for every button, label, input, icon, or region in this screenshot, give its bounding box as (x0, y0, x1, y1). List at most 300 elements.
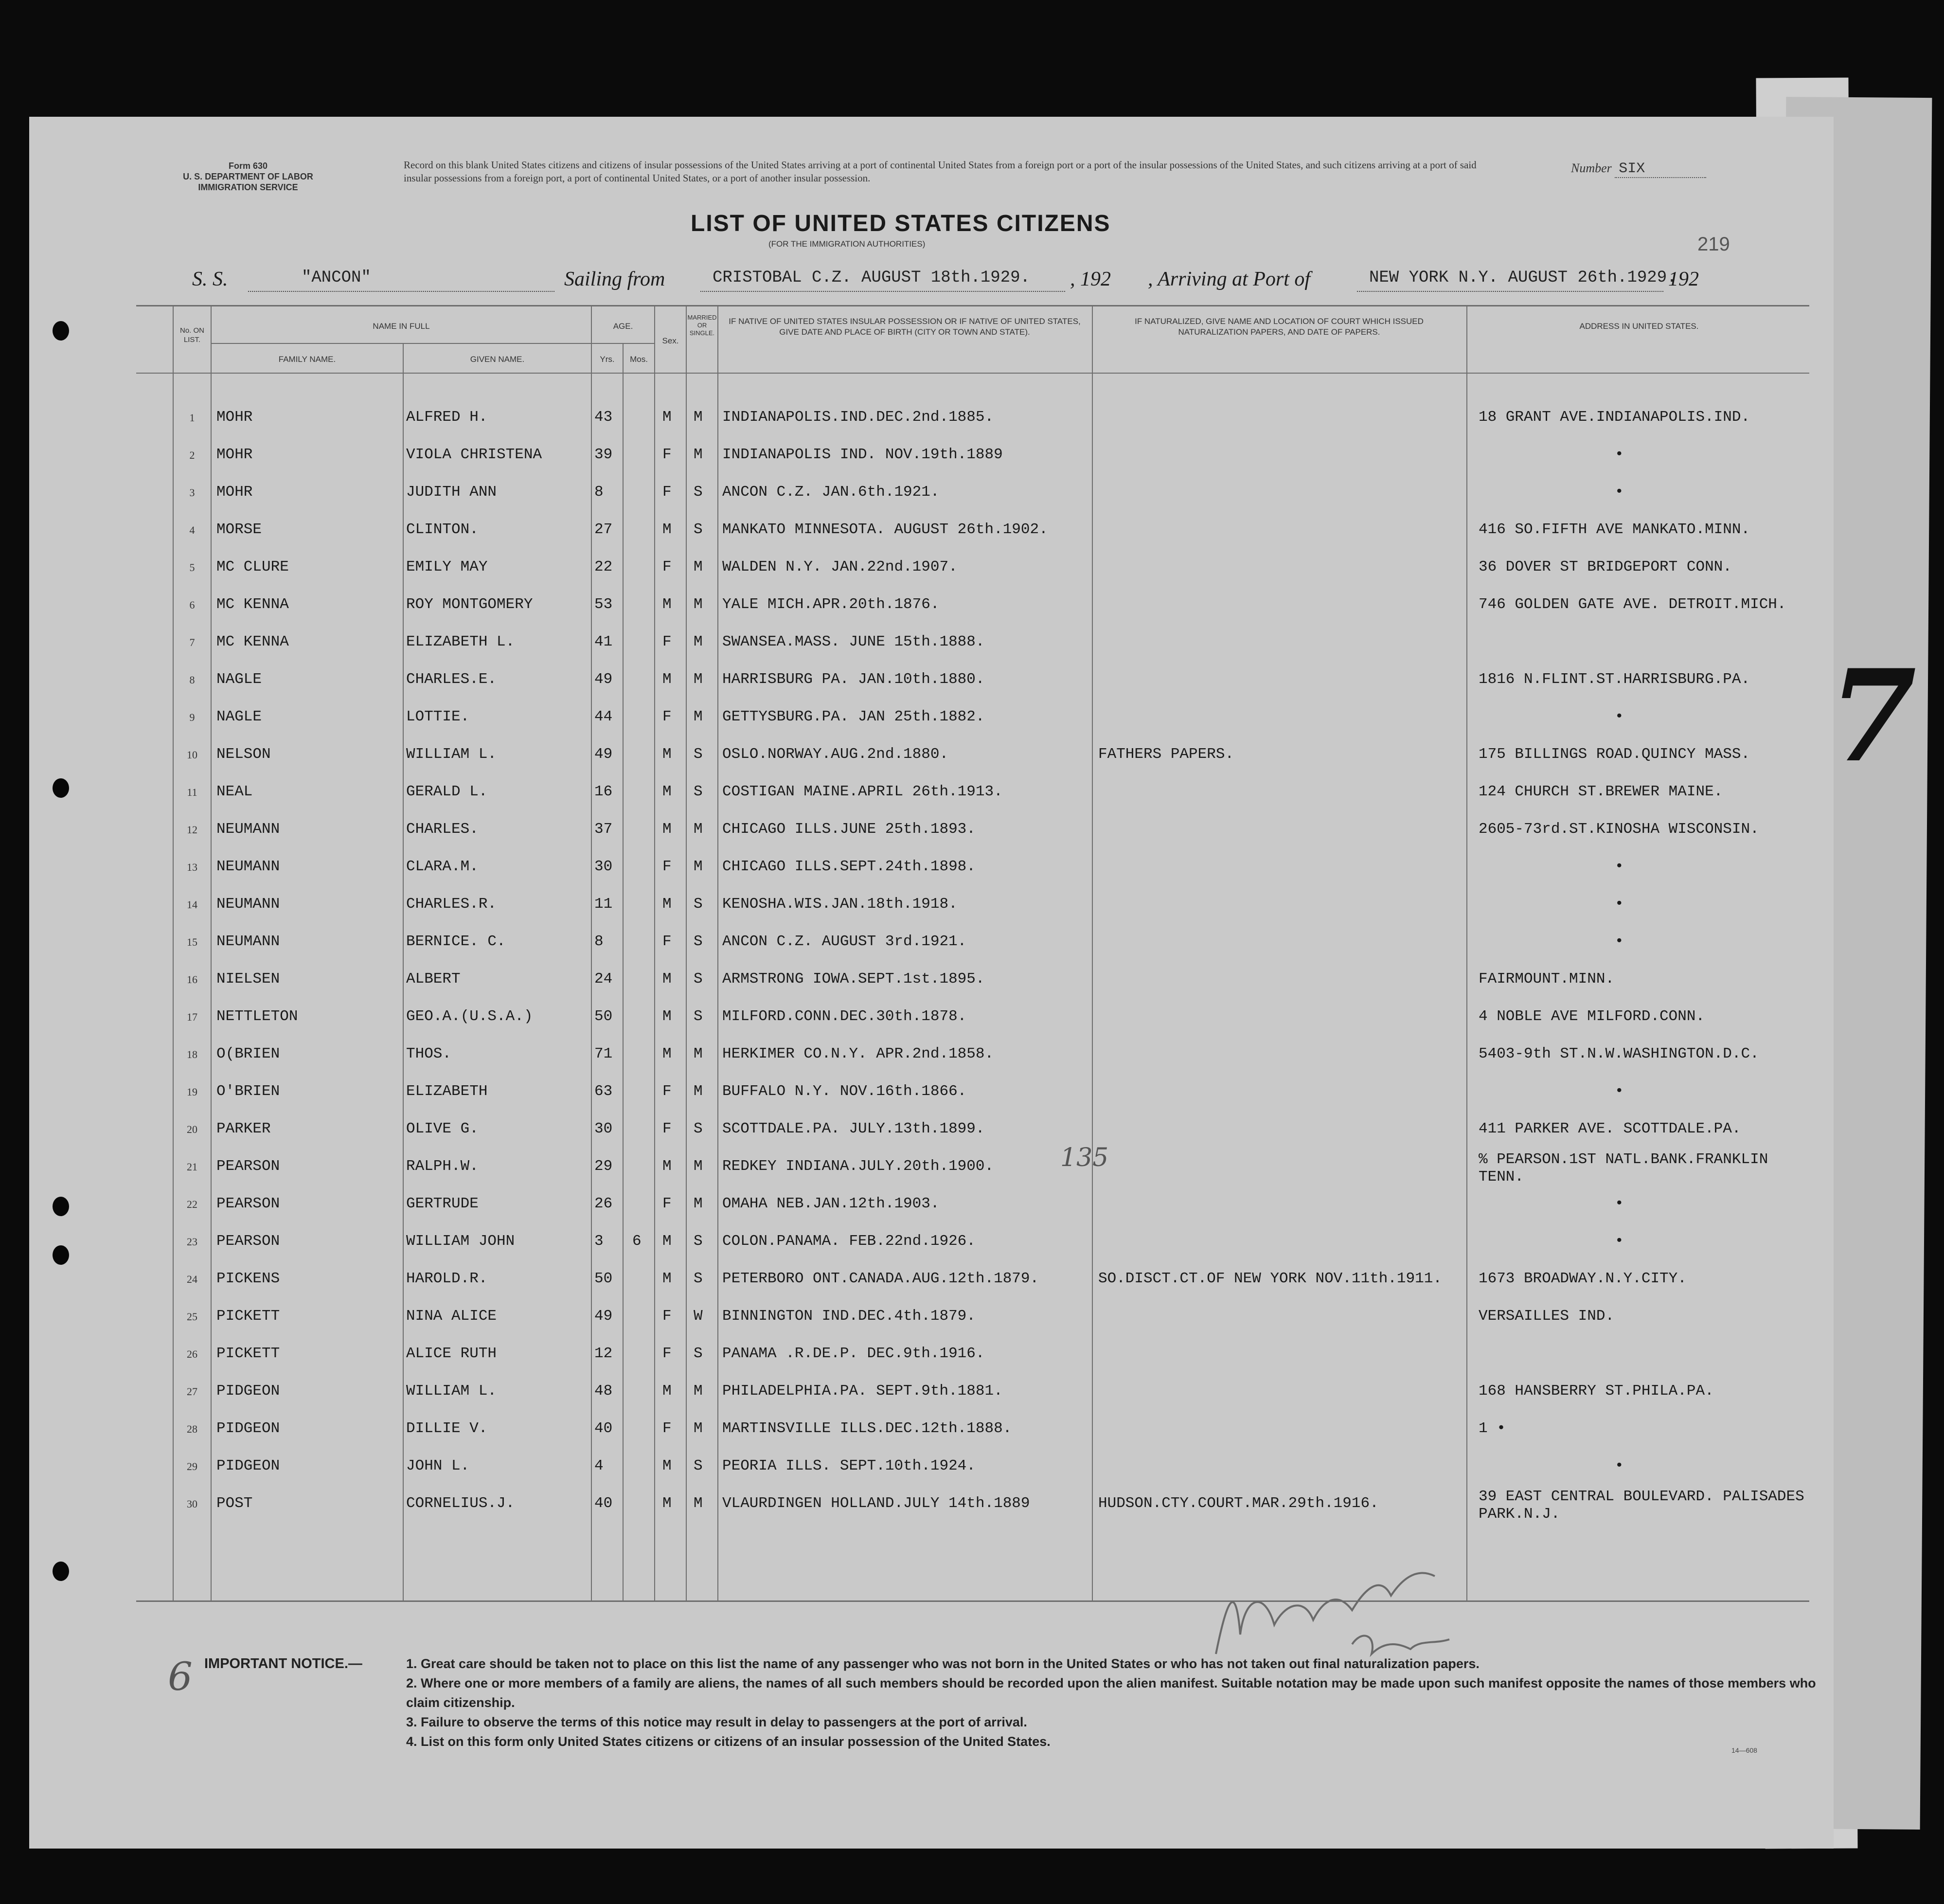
year-suffix: , 192 (1070, 268, 1111, 290)
row-number: 1 (189, 412, 195, 424)
age-years: 4 (594, 1457, 604, 1474)
family-name: PIDGEON (216, 1457, 280, 1474)
sex: M (662, 746, 672, 763)
header-address: ADDRESS IN UNITED STATES. (1579, 322, 1699, 331)
header-married: MARRIED OR SINGLE. (687, 314, 717, 337)
header-no-on-list: No. ON LIST. (179, 326, 204, 344)
punch-hole (53, 1562, 69, 1581)
sex: M (662, 1158, 672, 1175)
sex: M (662, 1495, 672, 1512)
row-number: 5 (189, 561, 195, 574)
marital-status: M (694, 708, 703, 725)
age-years: 30 (594, 1120, 613, 1137)
marital-status: S (694, 896, 703, 913)
marital-status: M (694, 446, 703, 463)
us-address: 18 GRANT AVE.INDIANAPOLIS.IND. (1479, 409, 1750, 426)
given-name: GEO.A.(U.S.A.) (406, 1008, 533, 1025)
family-name: PICKETT (216, 1345, 280, 1362)
age-years: 12 (594, 1345, 613, 1362)
given-name: RALPH.W. (406, 1158, 479, 1175)
sex: M (662, 409, 672, 426)
age-years: 49 (594, 671, 613, 688)
header-given-name: GIVEN NAME. (470, 355, 525, 364)
age-years: 40 (594, 1495, 613, 1512)
given-name: CLINTON. (406, 521, 479, 538)
marital-status: S (694, 521, 703, 538)
given-name: ALICE RUTH (406, 1345, 497, 1362)
given-name: BERNICE. C. (406, 933, 506, 950)
us-address: 1 • (1479, 1420, 1506, 1437)
birth-place-date: INDIANAPOLIS.IND.DEC.2nd.1885. (722, 409, 994, 426)
birth-place-date: SCOTTDALE.PA. JULY.13th.1899. (722, 1120, 985, 1137)
marital-status: S (694, 1270, 703, 1287)
us-address: 746 GOLDEN GATE AVE. DETROIT.MICH. (1479, 596, 1786, 613)
row-number: 28 (187, 1423, 197, 1435)
sex: F (662, 933, 672, 950)
given-name: OLIVE G. (406, 1120, 479, 1137)
row-number: 20 (187, 1123, 197, 1135)
age-years: 53 (594, 596, 613, 613)
family-name: O'BRIEN (216, 1083, 280, 1100)
given-name: ROY MONTGOMERY (406, 596, 533, 613)
notice-item: 4. List on this form only United States citizens or citizens of an insular possession of the United States. (406, 1734, 1051, 1749)
birth-place-date: ANCON C.Z. JAN.6th.1921. (722, 484, 940, 501)
family-name: MC KENNA (216, 596, 289, 613)
family-name: PICKENS (216, 1270, 280, 1287)
birth-place-date: COLON.PANAMA. FEB.22nd.1926. (722, 1233, 976, 1250)
family-name: NEUMANN (216, 821, 280, 838)
given-name: ALFRED H. (406, 409, 488, 426)
sex: M (662, 1045, 672, 1062)
given-name: CORNELIUS.J. (406, 1495, 515, 1512)
department-name: U. S. DEPARTMENT OF LABOR (183, 172, 313, 181)
sex: M (662, 1457, 672, 1474)
given-name: CHARLES.E. (406, 671, 497, 688)
age-years: 8 (594, 484, 604, 501)
age-years: 26 (594, 1195, 613, 1212)
marital-status: S (694, 933, 703, 950)
age-years: 3 (594, 1233, 604, 1250)
marital-status: M (694, 821, 703, 838)
birth-place-date: BINNINGTON IND.DEC.4th.1879. (722, 1308, 976, 1325)
header-naturalization: IF NATURALIZED, GIVE NAME AND LOCATION OF COURT WHICH ISSUED NATURALIZATION PAPERS, AND DATE OF PAPERS. (1135, 317, 1424, 337)
sex: M (662, 596, 672, 613)
table-bottom-rule (136, 1600, 1809, 1602)
birth-place-date: GETTYSBURG.PA. JAN 25th.1882. (722, 708, 985, 725)
ss-label: S. S. (192, 268, 228, 290)
naturalization-court: SO.DISCT.CT.OF NEW YORK NOV.11th.1911. (1098, 1270, 1442, 1287)
margin-number: 6 (168, 1654, 193, 1699)
sex: M (662, 970, 672, 988)
sex: F (662, 708, 672, 725)
punch-hole (53, 778, 69, 798)
marital-status: S (694, 970, 703, 988)
age-years: 11 (594, 896, 613, 913)
age-years: 63 (594, 1083, 613, 1100)
given-name: CHARLES.R. (406, 896, 497, 913)
ship-underline (248, 291, 554, 292)
sex: M (662, 783, 672, 800)
birth-place-date: HARRISBURG PA. JAN.10th.1880. (722, 671, 985, 688)
column-rule (1466, 305, 1467, 1601)
record-instructions: Record on this blank United States citizens and citizens of insular possessions of the United States arriving at a port of continental United States from a foreign port or a port of the insular possessions of the United States, and such citizens arriving at a port of said insular possessions from a foreign port, a port of continental United States, or a port of another insular possession. (404, 159, 1477, 184)
us-address: • (1615, 1457, 1624, 1474)
marital-status: M (694, 409, 703, 426)
given-name: GERTRUDE (406, 1195, 479, 1212)
sex: M (662, 1008, 672, 1025)
form-identifier (146, 161, 350, 193)
sex: M (662, 1383, 672, 1400)
arriving-port: NEW YORK N.Y. AUGUST 26th.1929. (1369, 269, 1677, 287)
punch-hole (53, 1245, 69, 1265)
given-name: LOTTIE. (406, 708, 470, 725)
column-rule (623, 343, 624, 1601)
birth-place-date: CHICAGO ILLS.SEPT.24th.1898. (722, 858, 976, 875)
column-rule (1092, 305, 1093, 1601)
age-years: 22 (594, 558, 613, 575)
us-address: VERSAILLES IND. (1479, 1308, 1615, 1325)
marital-status: M (694, 1158, 703, 1175)
marital-status: S (694, 1233, 703, 1250)
family-name: PEARSON (216, 1195, 280, 1212)
header-birth: IF NATIVE OF UNITED STATES INSULAR POSSESSION OR IF NATIVE OF UNITED STATES, GIVE DATE AND PLACE OF BIRTH (CITY OR TOWN AND STATE). (729, 317, 1081, 337)
marital-status: M (694, 1383, 703, 1400)
marital-status: S (694, 746, 703, 763)
row-number: 4 (189, 524, 195, 536)
age-years: 49 (594, 1308, 613, 1325)
birth-place-date: HERKIMER CO.N.Y. APR.2nd.1858. (722, 1045, 994, 1062)
column-rule (591, 305, 592, 1601)
list-number (1571, 161, 1706, 178)
sex: F (662, 446, 672, 463)
row-number: 11 (187, 786, 197, 798)
stamp-number: 135 (1060, 1143, 1109, 1172)
family-name: NEUMANN (216, 896, 280, 913)
family-name: NAGLE (216, 671, 262, 688)
sex: F (662, 1083, 672, 1100)
marital-status: S (694, 1008, 703, 1025)
age-years: 16 (594, 783, 613, 800)
family-name: O(BRIEN (216, 1045, 280, 1062)
sex: F (662, 633, 672, 650)
marital-status: S (694, 1120, 703, 1137)
age-years: 29 (594, 1158, 613, 1175)
row-number: 26 (187, 1348, 197, 1360)
birth-place-date: PEORIA ILLS. SEPT.10th.1924. (722, 1457, 976, 1474)
us-address: • (1615, 896, 1624, 913)
family-name: MC KENNA (216, 633, 289, 650)
age-years: 30 (594, 858, 613, 875)
row-number: 18 (187, 1048, 197, 1060)
row-number: 8 (189, 674, 195, 686)
family-name: PARKER (216, 1120, 271, 1137)
service-name: IMMIGRATION SERVICE (198, 182, 298, 192)
birth-place-date: OMAHA NEB.JAN.12th.1903. (722, 1195, 940, 1212)
birth-place-date: COSTIGAN MAINE.APRIL 26th.1913. (722, 783, 1003, 800)
age-years: 27 (594, 521, 613, 538)
column-rule (654, 305, 655, 1601)
sex: M (662, 1270, 672, 1287)
us-address: 175 BILLINGS ROAD.QUINCY MASS. (1479, 746, 1750, 763)
birth-place-date: PHILADELPHIA.PA. SEPT.9th.1881. (722, 1383, 1003, 1400)
marital-status: M (694, 1045, 703, 1062)
page-title: LIST OF UNITED STATES CITIZENS (691, 211, 1111, 236)
family-name: NELSON (216, 746, 271, 763)
us-address: 168 HANSBERRY ST.PHILA.PA. (1479, 1383, 1714, 1400)
us-address: • (1615, 1195, 1624, 1212)
header-name-in-full: NAME IN FULL (373, 322, 430, 331)
given-name: CHARLES. (406, 821, 479, 838)
sex: F (662, 1420, 672, 1437)
birth-place-date: MARTINSVILLE ILLS.DEC.12th.1888. (722, 1420, 1012, 1437)
sex: F (662, 1345, 672, 1362)
given-name: THOS. (406, 1045, 452, 1062)
us-address: • (1615, 1233, 1624, 1250)
sailing-label: Sailing from (564, 268, 665, 290)
header-family-name: FAMILY NAME. (278, 355, 336, 364)
us-address: • (1615, 708, 1624, 725)
marital-status: M (694, 1195, 703, 1212)
given-name: DILLIE V. (406, 1420, 488, 1437)
birth-place-date: BUFFALO N.Y. NOV.16th.1866. (722, 1083, 967, 1100)
row-number: 17 (187, 1011, 197, 1023)
row-number: 27 (187, 1385, 197, 1398)
column-rule (403, 343, 404, 1601)
family-name: MC CLURE (216, 558, 289, 575)
age-years: 43 (594, 409, 613, 426)
header-age: AGE. (613, 322, 633, 331)
row-number: 23 (187, 1236, 197, 1248)
family-name: PIDGEON (216, 1420, 280, 1437)
year-suffix: 192 (1668, 268, 1699, 290)
age-years: 39 (594, 446, 613, 463)
us-address: • (1615, 484, 1624, 501)
column-rule (717, 305, 718, 1601)
sex: F (662, 1195, 672, 1212)
us-address: 1816 N.FLINT.ST.HARRISBURG.PA. (1479, 671, 1750, 688)
sailing-from: CRISTOBAL C.Z. AUGUST 18th.1929. (713, 269, 1030, 287)
row-number: 15 (187, 936, 197, 948)
sailing-underline (700, 291, 1065, 292)
family-name: MOHR (216, 446, 253, 463)
row-number: 24 (187, 1273, 197, 1285)
given-name: ELIZABETH (406, 1083, 488, 1100)
arriving-underline (1357, 291, 1663, 292)
header-rule (136, 373, 1809, 374)
given-name: WILLIAM L. (406, 1383, 497, 1400)
marital-status: M (694, 1420, 703, 1437)
column-rule (211, 305, 212, 1601)
form-code: 14—608 (1731, 1746, 1757, 1754)
ship-name: "ANCON" (302, 269, 371, 287)
sex: F (662, 484, 672, 501)
birth-place-date: MANKATO MINNESOTA. AUGUST 26th.1902. (722, 521, 1048, 538)
row-number: 10 (187, 749, 197, 761)
family-name: POST (216, 1495, 253, 1512)
header-yrs: Yrs. (600, 355, 615, 364)
age-years: 49 (594, 746, 613, 763)
us-address: • (1615, 1083, 1624, 1100)
birth-place-date: YALE MICH.APR.20th.1876. (722, 596, 940, 613)
arriving-label: , Arriving at Port of (1148, 268, 1311, 290)
birth-place-date: KENOSHA.WIS.JAN.18th.1918. (722, 896, 958, 913)
page-number: 219 (1697, 234, 1730, 255)
punch-hole (53, 321, 69, 341)
marital-status: M (694, 633, 703, 650)
family-name: NETTLETON (216, 1008, 298, 1025)
given-name: GERALD L. (406, 783, 488, 800)
marital-status: S (694, 783, 703, 800)
marital-status: M (694, 671, 703, 688)
us-address: 411 PARKER AVE. SCOTTDALE.PA. (1479, 1120, 1741, 1137)
margin-number: 7 (1829, 642, 1917, 790)
given-name: WILLIAM JOHN (406, 1233, 515, 1250)
sex: F (662, 1120, 672, 1137)
birth-place-date: WALDEN N.Y. JAN.22nd.1907. (722, 558, 958, 575)
us-address: 39 EAST CENTRAL BOULEVARD. PALISADES PARK.N.J. (1479, 1488, 1804, 1523)
marital-status: S (694, 484, 703, 501)
naturalization-court: FATHERS PAPERS. (1098, 746, 1234, 763)
header-mos: Mos. (630, 355, 648, 364)
given-name: CLARA.M. (406, 858, 479, 875)
column-rule (686, 305, 687, 1601)
given-name: ALBERT (406, 970, 461, 988)
sex: M (662, 1233, 672, 1250)
marital-status: M (694, 1495, 703, 1512)
age-months: 6 (632, 1233, 642, 1250)
family-name: NEUMANN (216, 858, 280, 875)
marital-status: S (694, 1345, 703, 1362)
us-address: 1673 BROADWAY.N.Y.CITY. (1479, 1270, 1687, 1287)
family-name: MOHR (216, 409, 253, 426)
family-name: PIDGEON (216, 1383, 280, 1400)
age-years: 40 (594, 1420, 613, 1437)
family-name: MOHR (216, 484, 253, 501)
age-years: 48 (594, 1383, 613, 1400)
age-years: 50 (594, 1270, 613, 1287)
family-name: PEARSON (216, 1158, 280, 1175)
number-label: Number (1571, 161, 1612, 175)
family-name: PICKETT (216, 1308, 280, 1325)
age-years: 8 (594, 933, 604, 950)
birth-place-date: ANCON C.Z. AUGUST 3rd.1921. (722, 933, 967, 950)
column-rule (173, 305, 174, 1601)
age-years: 44 (594, 708, 613, 725)
row-number: 12 (187, 824, 197, 836)
notice-heading: IMPORTANT NOTICE.— (204, 1656, 362, 1671)
sex: F (662, 558, 672, 575)
row-number: 29 (187, 1460, 197, 1473)
notice-item: 1. Great care should be taken not to place on this list the name of any passenger who was not born in the United States or who has not taken out final naturalization papers. (406, 1656, 1480, 1671)
us-address: 4 NOBLE AVE MILFORD.CONN. (1479, 1008, 1705, 1025)
notice-item: 3. Failure to observe the terms of this notice may result in delay to passengers at the port of arrival. (406, 1715, 1027, 1729)
us-address: 416 SO.FIFTH AVE MANKATO.MINN. (1479, 521, 1750, 538)
header-sex: Sex. (662, 336, 679, 345)
marital-status: M (694, 596, 703, 613)
birth-place-date: SWANSEA.MASS. JUNE 15th.1888. (722, 633, 985, 650)
row-number: 22 (187, 1198, 197, 1210)
sex: F (662, 1308, 672, 1325)
marital-status: M (694, 1083, 703, 1100)
family-name: NEAL (216, 783, 253, 800)
us-address: 2605-73rd.ST.KINOSHA WISCONSIN. (1479, 821, 1759, 838)
us-address: 36 DOVER ST BRIDGEPORT CONN. (1479, 558, 1732, 575)
row-number: 30 (187, 1498, 197, 1510)
birth-place-date: ARMSTRONG IOWA.SEPT.1st.1895. (722, 970, 985, 988)
row-number: 9 (189, 711, 195, 723)
marital-status: M (694, 558, 703, 575)
birth-place-date: CHICAGO ILLS.JUNE 25th.1893. (722, 821, 976, 838)
marital-status: S (694, 1457, 703, 1474)
age-years: 37 (594, 821, 613, 838)
marital-status: W (694, 1308, 703, 1325)
us-address: 124 CHURCH ST.BREWER MAINE. (1479, 783, 1723, 800)
row-number: 13 (187, 861, 197, 873)
us-address: • (1615, 858, 1624, 875)
birth-place-date: PANAMA .R.DE.P. DEC.9th.1916. (722, 1345, 985, 1362)
row-number: 21 (187, 1161, 197, 1173)
birth-place-date: OSLO.NORWAY.AUG.2nd.1880. (722, 746, 949, 763)
sex: F (662, 858, 672, 875)
family-name: MORSE (216, 521, 262, 538)
row-number: 16 (187, 973, 197, 986)
given-name: ELIZABETH L. (406, 633, 515, 650)
age-years: 41 (594, 633, 613, 650)
birth-place-date: VLAURDINGEN HOLLAND.JULY 14th.1889 (722, 1495, 1030, 1512)
given-name: JOHN L. (406, 1457, 470, 1474)
family-name: NAGLE (216, 708, 262, 725)
number-value: SIX (1615, 161, 1706, 178)
page-subtitle: (FOR THE IMMIGRATION AUTHORITIES) (768, 239, 926, 249)
row-number: 2 (189, 449, 195, 461)
us-address: • (1615, 446, 1624, 463)
birth-place-date: INDIANAPOLIS IND. NOV.19th.1889 (722, 446, 1003, 463)
form-number: Form 630 (228, 161, 268, 171)
family-name: NEUMANN (216, 933, 280, 950)
name-subheader-rule (212, 343, 640, 344)
birth-place-date: PETERBORO ONT.CANADA.AUG.12th.1879. (722, 1270, 1039, 1287)
marital-status: M (694, 858, 703, 875)
us-address: % PEARSON.1ST NATL.BANK.FRANKLIN TENN. (1479, 1151, 1768, 1186)
given-name: EMILY MAY (406, 558, 488, 575)
family-name: NIELSEN (216, 970, 280, 988)
row-number: 14 (187, 898, 197, 911)
us-address: FAIRMOUNT.MINN. (1479, 970, 1615, 988)
birth-place-date: REDKEY INDIANA.JULY.20th.1900. (722, 1158, 994, 1175)
given-name: VIOLA CHRISTENA (406, 446, 542, 463)
row-number: 3 (189, 486, 195, 499)
given-name: JUDITH ANN (406, 484, 497, 501)
age-years: 24 (594, 970, 613, 988)
row-number: 19 (187, 1086, 197, 1098)
family-name: PEARSON (216, 1233, 280, 1250)
us-address: 5403-9th ST.N.W.WASHINGTON.D.C. (1479, 1045, 1759, 1062)
naturalization-court: HUDSON.CTY.COURT.MAR.29th.1916. (1098, 1495, 1379, 1512)
age-years: 50 (594, 1008, 613, 1025)
birth-place-date: MILFORD.CONN.DEC.30th.1878. (722, 1008, 967, 1025)
row-number: 7 (189, 636, 195, 648)
given-name: NINA ALICE (406, 1308, 497, 1325)
row-number: 25 (187, 1311, 197, 1323)
sex: M (662, 896, 672, 913)
given-name: WILLIAM L. (406, 746, 497, 763)
age-years: 71 (594, 1045, 613, 1062)
given-name: HAROLD.R. (406, 1270, 488, 1287)
sex: M (662, 521, 672, 538)
sex: M (662, 671, 672, 688)
us-address: • (1615, 933, 1624, 950)
table-top-rule (136, 305, 1809, 306)
